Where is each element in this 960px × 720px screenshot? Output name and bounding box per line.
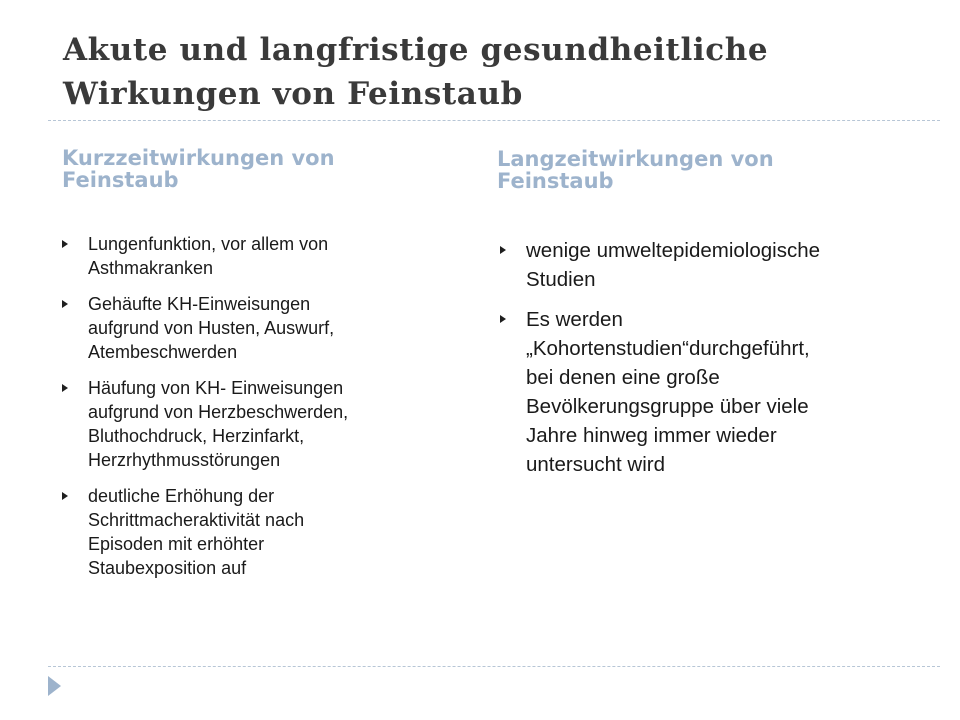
bullet-line: Staubexposition auf bbox=[88, 558, 247, 578]
slide-title-line-1: Akute und langfristige gesundheitliche bbox=[63, 32, 769, 68]
bullet-line: Episoden mit erhöhter bbox=[88, 534, 265, 554]
right-heading-line-2: Feinstaub bbox=[497, 169, 614, 193]
bullet-line: Gehäufte KH-Einweisungen bbox=[88, 294, 311, 314]
triangle-right-icon bbox=[62, 240, 68, 248]
left-column-heading bbox=[62, 147, 462, 191]
bullet-line: Häufung von KH- Einweisungen bbox=[88, 378, 344, 398]
bullet-line: bei denen eine große bbox=[526, 366, 720, 389]
bullet-line: aufgrund von Husten, Auswurf, bbox=[88, 318, 335, 338]
list-item bbox=[498, 236, 908, 294]
right-bullet-list bbox=[498, 236, 908, 490]
right-heading-line-1: Langzeitwirkungen von bbox=[497, 147, 774, 171]
left-heading-line-2: Feinstaub bbox=[62, 168, 179, 192]
bullet-line: Studien bbox=[526, 268, 596, 291]
bullet-line: Es werden bbox=[526, 308, 623, 331]
triangle-right-icon bbox=[500, 315, 506, 323]
bottom-divider bbox=[48, 666, 940, 667]
bullet-line: wenige umweltepidemiologische bbox=[526, 239, 820, 262]
slide-title-line-2: Wirkungen von Feinstaub bbox=[63, 76, 523, 112]
list-item bbox=[60, 292, 440, 364]
list-item bbox=[60, 376, 440, 472]
list-item bbox=[60, 232, 440, 280]
bullet-line: untersucht wird bbox=[526, 453, 666, 476]
bullet-line: Atembeschwerden bbox=[88, 342, 238, 362]
top-divider bbox=[48, 120, 940, 121]
bullet-line: Bluthochdruck, Herzinfarkt, bbox=[88, 426, 305, 446]
bullet-line: Bevölkerungsgruppe über viele bbox=[526, 395, 809, 418]
triangle-right-icon bbox=[62, 492, 68, 500]
bullet-line: „Kohortenstudien“durchgeführt, bbox=[526, 337, 810, 360]
triangle-right-icon bbox=[62, 300, 68, 308]
triangle-right-icon bbox=[500, 246, 506, 254]
bullet-line: Asthmakranken bbox=[88, 258, 214, 278]
bullet-line: aufgrund von Herzbeschwerden, bbox=[88, 402, 349, 422]
bullet-line: Lungenfunktion, vor allem von bbox=[88, 234, 329, 254]
slide-title bbox=[63, 28, 923, 116]
bullet-line: Jahre hinweg immer wieder bbox=[526, 424, 777, 447]
bullet-line: deutliche Erhöhung der bbox=[88, 486, 275, 506]
bullet-line: Herzrhythmusstörungen bbox=[88, 450, 281, 470]
list-item bbox=[60, 484, 440, 580]
right-column-heading bbox=[497, 148, 917, 192]
triangle-right-icon bbox=[62, 384, 68, 392]
slide-marker-triangle-icon bbox=[48, 676, 61, 696]
bullet-line: Schrittmacheraktivität nach bbox=[88, 510, 305, 530]
list-item bbox=[498, 305, 908, 479]
left-heading-line-1: Kurzzeitwirkungen von bbox=[62, 146, 335, 170]
left-bullet-list bbox=[60, 232, 440, 592]
